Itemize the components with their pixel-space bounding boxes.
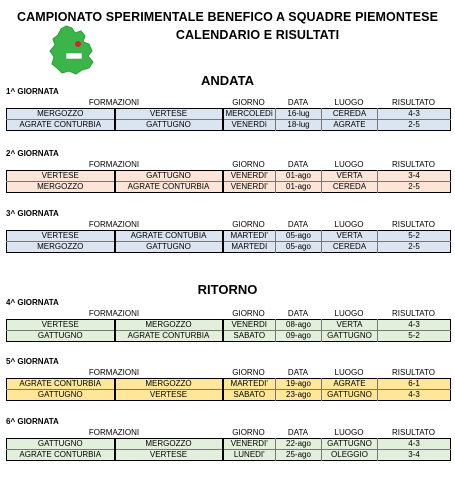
home-team-cell: MERGOZZO [7, 182, 115, 193]
match-result-cell: 4-3 [378, 390, 451, 401]
match-day-cell: VENERDI [223, 320, 276, 331]
piemonte-map-logo [48, 24, 98, 76]
match-row [7, 120, 451, 131]
header-data: DATA [287, 219, 309, 229]
page-subtitle: CALENDARIO E RISULTATI [175, 28, 340, 42]
header-giorno: GIORNO [232, 97, 265, 107]
header-data: DATA [287, 367, 309, 377]
match-venue-cell: GATTUGNO [322, 331, 378, 342]
header-giorno: GIORNO [232, 308, 265, 318]
header-luogo: LUOGO [334, 308, 364, 318]
header-luogo: LUOGO [334, 219, 364, 229]
home-team-cell: VERTESE [41, 171, 79, 180]
home-team-cell: AGRATE CONTURBIA [19, 379, 102, 388]
match-day-cell: VENERDì [223, 120, 276, 131]
header-formazioni: FORMAZIONI [88, 308, 140, 318]
home-team-cell: MERGOZZO [37, 109, 84, 118]
match-row [7, 331, 451, 342]
match-row [7, 379, 451, 390]
match-result-cell: 3-4 [378, 450, 451, 461]
match-venue-cell: VERTA [322, 171, 378, 182]
match-date-cell: 05-ago [276, 242, 322, 253]
match-row [7, 231, 451, 242]
section-andata: ANDATA [201, 73, 254, 88]
header-giorno: GIORNO [232, 367, 265, 377]
match-day-cell: MARTEDI' [223, 231, 276, 242]
home-team-cell: AGRATE CONTURBIA [7, 450, 115, 461]
match-result-cell: 2-5 [378, 182, 451, 193]
header-row [6, 427, 450, 437]
match-date-cell: 16-lug [276, 109, 322, 120]
match-row [7, 182, 451, 193]
match-date-cell: 08-ago [276, 320, 322, 331]
match-day-cell: VENERDI' [223, 171, 276, 182]
match-venue-cell: CEREDA [322, 109, 378, 120]
away-team-cell: GATTUGNO [115, 120, 223, 131]
header-giorno: GIORNO [232, 159, 265, 169]
match-date-cell: 09-ago [276, 331, 322, 342]
match-date-cell: 22-ago [276, 439, 322, 450]
away-team-cell: AGRATE CONTUBIA [115, 231, 223, 242]
away-team-cell: GATTUGNO [115, 242, 223, 253]
giornata-label: 2^ GIORNATA [6, 149, 59, 158]
home-team-cell: VERTESE [41, 320, 79, 329]
match-table [6, 319, 451, 342]
match-venue-cell: OLEGGIO [322, 450, 378, 461]
section-ritorno: RITORNO [197, 282, 258, 297]
home-team-cell: MERGOZZO [7, 242, 115, 253]
header-luogo: LUOGO [334, 427, 364, 437]
match-date-cell: 19-ago [276, 379, 322, 390]
header-formazioni: FORMAZIONI [88, 97, 140, 107]
header-row [6, 308, 450, 318]
header-luogo: LUOGO [334, 97, 364, 107]
match-venue-cell: AGRATE [322, 379, 378, 390]
away-team-cell: MERGOZZO [115, 439, 223, 450]
home-team-cell: GATTUGNO [37, 439, 83, 448]
home-team-cell: GATTUGNO [7, 331, 115, 342]
header-row [6, 367, 450, 377]
match-venue-cell: CEREDA [322, 242, 378, 253]
header-data: DATA [287, 427, 309, 437]
match-table [6, 108, 451, 131]
match-table [6, 230, 451, 253]
match-result-cell: 4-3 [378, 320, 451, 331]
header-luogo: LUOGO [334, 159, 364, 169]
match-date-cell: 18-lug [276, 120, 322, 131]
giornata-label: 6^ GIORNATA [6, 417, 59, 426]
match-row [7, 450, 451, 461]
match-result-cell: 2-5 [378, 242, 451, 253]
giornata-label: 3^ GIORNATA [6, 209, 59, 218]
match-venue-cell: VERTA [322, 320, 378, 331]
away-team-cell: VERTESE [115, 390, 223, 401]
match-day-cell: LUNEDI' [223, 450, 276, 461]
match-day-cell: MERCOLEDì [223, 109, 276, 120]
header-risultato: RISULTATO [392, 97, 435, 107]
match-day-cell: VENERDI' [223, 182, 276, 193]
giornata-label: 4^ GIORNATA [6, 298, 59, 307]
header-row [6, 219, 450, 229]
match-venue-cell: VERTA [322, 231, 378, 242]
header-data: DATA [287, 159, 309, 169]
away-team-cell: MERGOZZO [115, 379, 223, 390]
match-day-cell: MARTEDI [223, 242, 276, 253]
away-team-cell: VERTESE [115, 109, 223, 120]
away-team-cell: VERTESE [115, 450, 223, 461]
match-day-cell: SABATO [223, 390, 276, 401]
header-data: DATA [287, 308, 309, 318]
match-row [7, 109, 451, 120]
away-team-cell: MERGOZZO [115, 320, 223, 331]
header-giorno: GIORNO [232, 427, 265, 437]
match-table [6, 438, 451, 461]
match-row [7, 171, 451, 182]
giornata-label: 1^ GIORNATA [6, 87, 59, 96]
match-table [6, 170, 451, 193]
match-row [7, 390, 451, 401]
match-result-cell: 6-1 [378, 379, 451, 390]
match-date-cell: 23-ago [276, 390, 322, 401]
match-row [7, 242, 451, 253]
match-date-cell: 01-ago [276, 182, 322, 193]
match-row [7, 320, 451, 331]
away-team-cell: AGRATE CONTURBIA [115, 182, 223, 193]
match-day-cell: MARTEDI' [223, 379, 276, 390]
match-result-cell: 4-3 [378, 439, 451, 450]
header-row [6, 159, 450, 169]
header-risultato: RISULTATO [392, 427, 435, 437]
match-result-cell: 4-3 [378, 109, 451, 120]
away-team-cell: GATTUGNO [115, 171, 223, 182]
home-team-cell: GATTUGNO [7, 390, 115, 401]
match-result-cell: 2-5 [378, 120, 451, 131]
match-venue-cell: GATTUGNO [322, 439, 378, 450]
header-luogo: LUOGO [334, 367, 364, 377]
match-table [6, 378, 451, 401]
header-data: DATA [287, 97, 309, 107]
header-formazioni: FORMAZIONI [88, 367, 140, 377]
match-date-cell: 01-ago [276, 171, 322, 182]
match-venue-cell: CEREDA [322, 182, 378, 193]
match-venue-cell: AGRATE [322, 120, 378, 131]
home-team-cell: AGRATE CONTURBIA [7, 120, 115, 131]
match-day-cell: VENERDI' [223, 439, 276, 450]
match-result-cell: 5-2 [378, 331, 451, 342]
match-day-cell: SABATO [223, 331, 276, 342]
header-risultato: RISULTATO [392, 367, 435, 377]
header-formazioni: FORMAZIONI [88, 219, 140, 229]
giornata-label: 5^ GIORNATA [6, 357, 59, 366]
header-giorno: GIORNO [232, 219, 265, 229]
header-formazioni: FORMAZIONI [88, 159, 140, 169]
match-date-cell: 05-ago [276, 231, 322, 242]
header-risultato: RISULTATO [392, 219, 435, 229]
match-result-cell: 5-2 [378, 231, 451, 242]
header-row [6, 97, 450, 107]
page-title: CAMPIONATO SPERIMENTALE BENEFICO A SQUADRE PIEMONTESE [16, 10, 439, 24]
header-formazioni: FORMAZIONI [88, 427, 140, 437]
away-team-cell: AGRATE CONTURBIA [115, 331, 223, 342]
match-date-cell: 25-ago [276, 450, 322, 461]
match-venue-cell: GATTUGNO [322, 390, 378, 401]
match-row [7, 439, 451, 450]
home-team-cell: VERTESE [41, 231, 79, 240]
match-result-cell: 3-4 [378, 171, 451, 182]
header-risultato: RISULTATO [392, 159, 435, 169]
header-risultato: RISULTATO [392, 308, 435, 318]
